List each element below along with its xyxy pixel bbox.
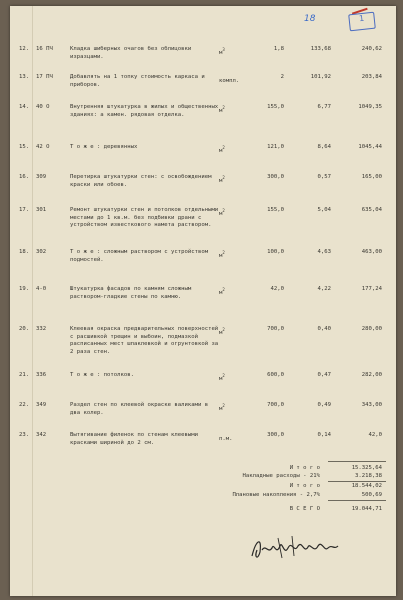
row-unit-price: 101,92 [310,74,331,80]
row-quantity: 600,0 [267,372,284,378]
grand-total-label: В С Е Г О [289,506,320,512]
row-unit [219,104,225,115]
row-quantity: 155,0 [267,104,284,110]
row-unit-price: 5,04 [317,207,331,213]
row-unit-price: 4,63 [317,249,331,255]
row-description: Вытягивание филенок по стенам клеевыми красками шириной до 2 см. [70,432,198,446]
page-number: 18 [304,14,316,24]
row-sum: 343,00 [361,402,382,408]
row-sum: 280,00 [361,326,382,332]
row-description: Раздел стен по клеевой окраске валиками в два колер. [70,402,209,416]
row-unit-text: м [219,329,223,336]
row-unit-superscript: 2 [222,175,225,180]
row-unit [219,372,225,383]
page-stamp: 1 [348,12,376,32]
row-number: 13. [19,74,30,80]
row-sum: 177,24 [361,286,382,292]
row-code: 349 [36,402,47,408]
row-unit-text: м [219,107,223,114]
row-number: 14. [19,104,30,110]
row-unit-text: компл. [219,77,240,84]
row-unit-price: 6,77 [317,104,331,110]
row-number: 12. [19,46,30,52]
row-description: Добавлять на 1 топку стоимость каркаса и приборов. [70,74,205,88]
row-unit-superscript: 2 [222,145,225,150]
row-unit-text: м [219,375,223,382]
planned-savings-label: Плановые накопления - 2,7% [232,492,320,498]
row-unit-text: м [219,289,223,296]
row-description: Т о ж е : потолков. [70,372,134,378]
document-page [10,6,396,596]
row-code: 42 О [36,144,50,150]
row-unit [219,46,225,57]
row-unit-text: п.м. [219,435,233,442]
row-code: 332 [36,326,47,332]
row-number: 19. [19,286,30,292]
row-number: 18. [19,249,30,255]
row-unit-superscript: 2 [222,287,225,292]
row-code: 302 [36,249,47,255]
row-unit-text: м [219,49,223,56]
row-unit [219,207,225,218]
row-code: 336 [36,372,47,378]
row-description: Штукатурка фасадов по камням сложным раствором-гладкие стены по камню. [70,286,192,300]
row-sum: 635,04 [361,207,382,213]
row-sum: 240,62 [361,46,382,52]
total-label: И т о г о [289,465,320,471]
row-unit-superscript: 2 [222,327,225,332]
page-fold-line [32,6,33,596]
subtotal-rule [328,481,386,482]
row-description: Внутренняя штукатурка в жилых и общественных зданиях: а камен. рядовая отделка. [70,104,219,118]
row-quantity: 300,0 [267,174,284,180]
row-quantity: 42,0 [270,286,284,292]
row-unit-superscript: 3 [222,47,225,52]
row-unit-superscript: 2 [222,208,225,213]
total-rule [328,461,386,462]
overhead-value: 3.218,38 [355,473,382,479]
row-code: 309 [36,174,47,180]
row-number: 23. [19,432,30,438]
row-sum: 463,00 [361,249,382,255]
row-unit [219,74,239,85]
planned-savings-value: 500,69 [361,492,382,498]
row-unit-text: м [219,252,223,259]
row-code: 342 [36,432,47,438]
grand-total-rule [328,500,386,501]
row-unit-price: 133,68 [310,46,331,52]
row-quantity: 121,0 [267,144,284,150]
handwritten-signature [248,530,342,564]
row-number: 15. [19,144,30,150]
row-sum: 1049,35 [358,104,382,110]
row-quantity: 700,0 [267,326,284,332]
row-number: 17. [19,207,30,213]
row-quantity: 155,0 [267,207,284,213]
row-unit-price: 8,64 [317,144,331,150]
row-sum: 1045,44 [358,144,382,150]
row-description: Ремонт штукатурки стен и потолков отдельными местами до 1 кв.м. без подбивки драни с устройством известкового намета раствором. [70,207,219,229]
row-number: 22. [19,402,30,408]
row-quantity: 1,8 [273,46,284,52]
row-code: 17 ПЧ [36,74,53,80]
row-unit-text: м [219,405,223,412]
row-number: 16. [19,174,30,180]
row-unit-superscript: 2 [222,250,225,255]
row-sum: 282,00 [361,372,382,378]
row-code: 16 ПЧ [36,46,53,52]
subtotal-value: 18.544,02 [351,483,382,489]
row-unit-text: м [219,177,223,184]
row-code: 4-0 [36,286,47,292]
row-unit [219,432,232,443]
row-code: 301 [36,207,47,213]
overhead-label: Накладные расходы - 21% [242,473,320,479]
row-description: Перетирка штукатурки стен: с освобождением краски или обоев. [70,174,212,188]
row-unit [219,249,225,260]
row-quantity: 2 [280,74,284,80]
row-unit-price: 0,14 [317,432,331,438]
row-unit [219,326,225,337]
row-sum: 42,0 [368,432,382,438]
row-unit-superscript: 2 [222,105,225,110]
row-number: 21. [19,372,30,378]
row-unit-price: 0,40 [317,326,331,332]
row-unit-superscript: 2 [222,403,225,408]
row-unit-superscript: 2 [222,373,225,378]
row-unit [219,144,225,155]
row-unit [219,286,225,297]
row-description: Кладка шиберных очагов без облицовки изразцами. [70,46,192,60]
row-sum: 203,84 [361,74,382,80]
row-unit-price: 0,49 [317,402,331,408]
row-code: 40 О [36,104,50,110]
row-unit [219,402,225,413]
row-unit-text: м [219,147,223,154]
grand-total-value: 19.044,71 [351,506,382,512]
row-sum: 165,00 [361,174,382,180]
row-description: Т о ж е : деревянных [70,144,138,150]
row-unit-price: 0,47 [317,372,331,378]
row-quantity: 700,0 [267,402,284,408]
row-number: 20. [19,326,30,332]
row-description: Клеевая окраска предварительных поверхностей с расшивкой трещин и выбоин, подмазкой расписанных мест шпаклевкой и огрунтовкой за 2 раза стен. [70,326,219,355]
row-quantity: 100,0 [267,249,284,255]
total-value: 15.325,64 [351,465,382,471]
row-unit [219,174,225,185]
subtotal-label: И т о г о [289,483,320,489]
row-description: Т о ж е : сложным раствором с устройством подмостей. [70,249,209,263]
row-unit-price: 0,57 [317,174,331,180]
row-unit-text: м [219,210,223,217]
row-unit-price: 4,22 [317,286,331,292]
row-quantity: 300,0 [267,432,284,438]
